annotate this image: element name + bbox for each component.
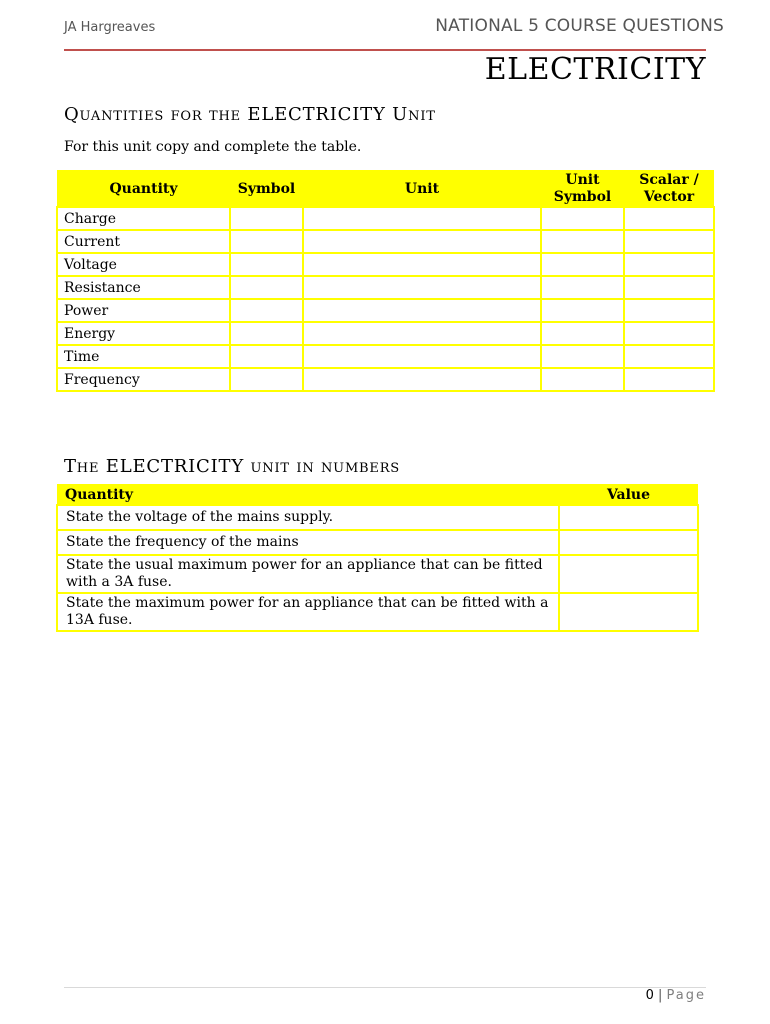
- table-header-row: [57, 171, 714, 207]
- table-row: [57, 555, 698, 593]
- unit-symbol-cell[interactable]: [541, 322, 624, 345]
- quantity-cell: Voltage: [57, 253, 230, 276]
- page-number: 0: [645, 988, 654, 1003]
- table-row: [57, 530, 698, 555]
- unit-symbol-cell[interactable]: [541, 299, 624, 322]
- symbol-cell[interactable]: [230, 253, 303, 276]
- scalar-vector-cell[interactable]: [624, 207, 714, 230]
- unit-symbol-cell[interactable]: [541, 207, 624, 230]
- question-cell: State the usual maximum power for an appliance that can be fitted with a 3A fuse.: [57, 555, 559, 593]
- unit-cell[interactable]: [303, 322, 541, 345]
- value-cell[interactable]: [559, 593, 698, 631]
- table-row: [57, 322, 714, 345]
- numbers-table: [56, 484, 699, 632]
- table-row: [57, 593, 698, 631]
- symbol-cell[interactable]: [230, 299, 303, 322]
- symbol-cell[interactable]: [230, 345, 303, 368]
- scalar-vector-cell[interactable]: [624, 276, 714, 299]
- table-row: [57, 505, 698, 530]
- symbol-cell[interactable]: [230, 230, 303, 253]
- scalar-vector-cell[interactable]: [624, 299, 714, 322]
- symbol-cell[interactable]: [230, 368, 303, 391]
- footer-divider: [64, 987, 706, 988]
- table-row: [57, 230, 714, 253]
- unit-symbol-cell[interactable]: [541, 345, 624, 368]
- scalar-vector-cell[interactable]: [624, 253, 714, 276]
- page-title: ELECTRICITY: [484, 52, 706, 87]
- column-header-unit-symbol: Unit Symbol: [541, 171, 624, 207]
- table-row: [57, 368, 714, 391]
- unit-cell[interactable]: [303, 207, 541, 230]
- scalar-vector-cell[interactable]: [624, 322, 714, 345]
- table-row: [57, 299, 714, 322]
- unit-cell[interactable]: [303, 230, 541, 253]
- section-heading-numbers: The ELECTRICITY unit in numbers: [64, 456, 400, 477]
- table-row: [57, 345, 714, 368]
- table-row: [57, 253, 714, 276]
- column-header-quantity: Quantity: [57, 485, 559, 505]
- symbol-cell[interactable]: [230, 207, 303, 230]
- question-cell: State the maximum power for an appliance that can be fitted with a 13A fuse.: [57, 593, 559, 631]
- section-intro: For this unit copy and complete the table.: [64, 139, 362, 155]
- quantity-cell: Charge: [57, 207, 230, 230]
- quantity-cell: Current: [57, 230, 230, 253]
- question-cell: State the frequency of the mains: [57, 530, 559, 555]
- value-cell[interactable]: [559, 555, 698, 593]
- header-author: JA Hargreaves: [64, 20, 156, 35]
- table-row: [57, 207, 714, 230]
- quantity-cell: Frequency: [57, 368, 230, 391]
- column-header-unit: Unit: [303, 171, 541, 207]
- quantity-cell: Time: [57, 345, 230, 368]
- column-header-scalar-vector: Scalar / Vector: [624, 171, 714, 207]
- quantities-table: [56, 170, 715, 392]
- symbol-cell[interactable]: [230, 322, 303, 345]
- unit-symbol-cell[interactable]: [541, 276, 624, 299]
- unit-symbol-cell[interactable]: [541, 253, 624, 276]
- value-cell[interactable]: [559, 505, 698, 530]
- quantity-cell: Energy: [57, 322, 230, 345]
- page-footer: [646, 988, 706, 1003]
- symbol-cell[interactable]: [230, 276, 303, 299]
- scalar-vector-cell[interactable]: [624, 368, 714, 391]
- footer-separator: |: [657, 988, 663, 1003]
- scalar-vector-cell[interactable]: [624, 345, 714, 368]
- header-course-title: NATIONAL 5 COURSE QUESTIONS: [435, 16, 724, 36]
- page-label: Page: [666, 988, 706, 1003]
- unit-cell[interactable]: [303, 253, 541, 276]
- column-header-symbol: Symbol: [230, 171, 303, 207]
- column-header-value: Value: [559, 485, 698, 505]
- column-header-quantity: Quantity: [57, 171, 230, 207]
- quantity-cell: Resistance: [57, 276, 230, 299]
- quantity-cell: Power: [57, 299, 230, 322]
- unit-cell[interactable]: [303, 276, 541, 299]
- table-header-row: [57, 485, 698, 505]
- unit-cell[interactable]: [303, 368, 541, 391]
- header-divider: [64, 49, 706, 51]
- unit-symbol-cell[interactable]: [541, 230, 624, 253]
- section-heading-quantities: Quantities for the ELECTRICITY Unit: [64, 104, 436, 125]
- table-row: [57, 276, 714, 299]
- unit-cell[interactable]: [303, 299, 541, 322]
- unit-cell[interactable]: [303, 345, 541, 368]
- unit-symbol-cell[interactable]: [541, 368, 624, 391]
- value-cell[interactable]: [559, 530, 698, 555]
- scalar-vector-cell[interactable]: [624, 230, 714, 253]
- question-cell: State the voltage of the mains supply.: [57, 505, 559, 530]
